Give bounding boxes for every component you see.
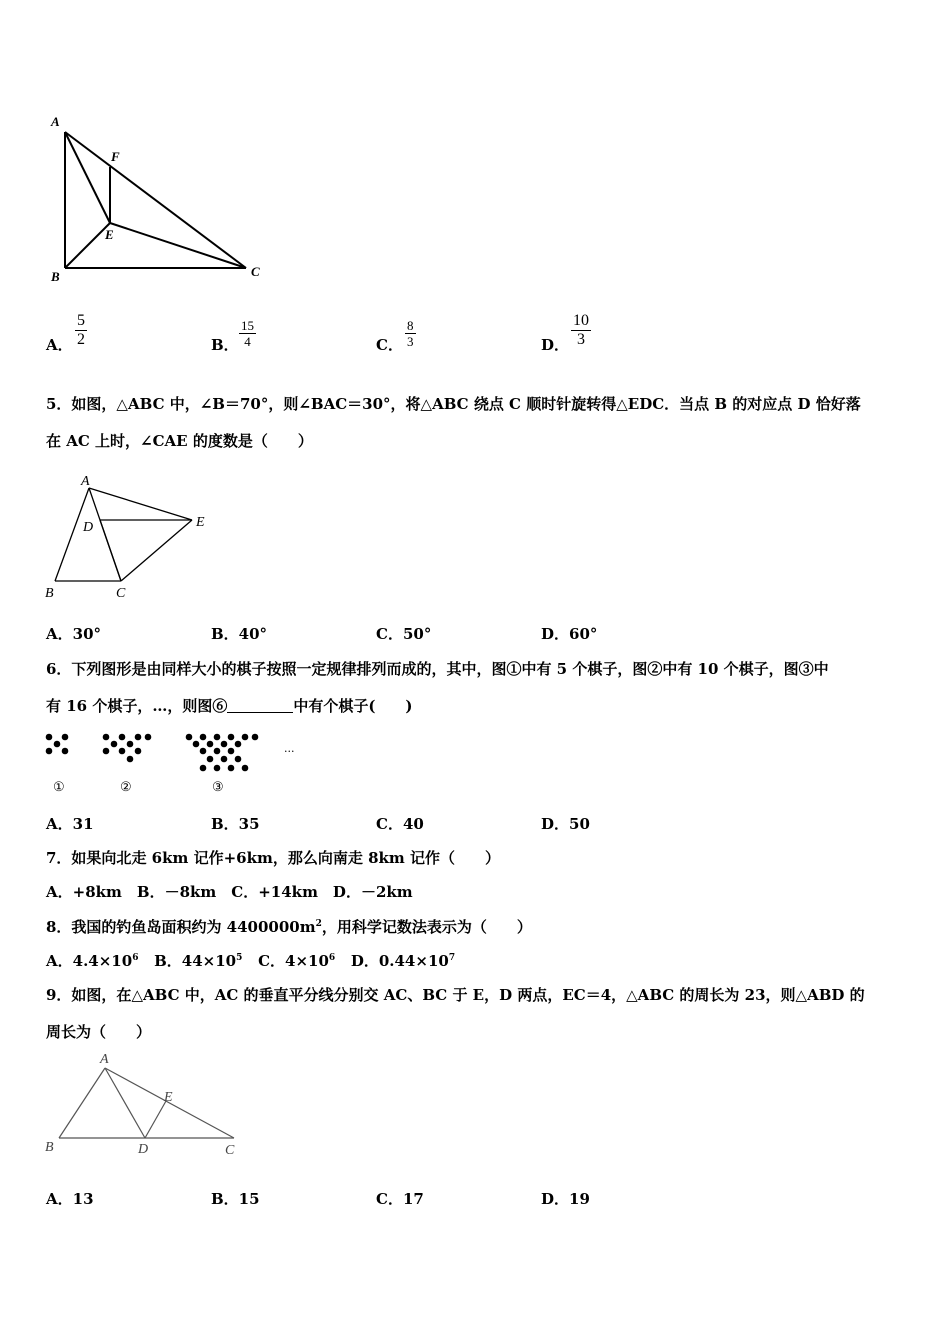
q9-figure (40, 1048, 250, 1163)
q9-label-c: C (225, 1143, 235, 1158)
q4-figure (40, 110, 280, 290)
q6-option-c: C．40 (376, 815, 424, 833)
q4-option-c-fraction: $\frac{8}{3}$ (407, 318, 414, 349)
q9-label-e: E (164, 1090, 173, 1105)
q4-option-d: D． (541, 336, 570, 354)
q4-option-a-fraction: $\frac{5}{2}$ (77, 312, 85, 348)
q4-option-d-fraction: $\frac{10}{3}$ (573, 312, 589, 348)
q9-option-b: B．15 (211, 1190, 260, 1208)
q6-figure-label-3: ③ (212, 780, 224, 795)
q4-label-a: A (51, 114, 60, 129)
q8-option-d: D．$0.44\times 10^7$ (350, 952, 456, 970)
q9-option-c: C．17 (376, 1190, 424, 1208)
q8-option-c: C．$4\times 10^6$ (258, 952, 336, 970)
q5-label-d: D (83, 520, 94, 535)
q4-label-c: C (251, 264, 260, 279)
q8-option-a: A．$4.4\times 10^6$ (46, 952, 139, 970)
q6-figure-label-1: ① (53, 780, 65, 795)
q4-option-a: A． (46, 336, 73, 354)
q6-option-d: D．50 (541, 815, 590, 833)
q6-pattern-3 (186, 734, 259, 772)
q9-option-d: D．19 (541, 1190, 590, 1208)
q7-stem: 7．如果向北走 6km 记作+6km，那么向南走 8km 记作（ ） (46, 849, 501, 867)
q6-figure (40, 728, 310, 778)
q6-stem-line1: 6．下列图形是由同样大小的棋子按照一定规律排列而成的，其中，图①中有 5 个棋子，图②中有 10 个棋子，图③中 (46, 660, 829, 678)
q8-stem: 8．我国的钓鱼岛面积约为 $4400000m^2$，用科学记数法表示为（ ） (46, 918, 532, 936)
q5-label-c: C (116, 586, 126, 601)
q9-label-a: A (100, 1052, 109, 1067)
q6-option-b: B．35 (211, 815, 260, 833)
q6-answer-blank (227, 698, 293, 713)
q6-ellipsis: ... (284, 742, 295, 755)
q9-option-a: A．13 (46, 1190, 94, 1208)
q9-stem-line2: 周长为（ ） (46, 1023, 152, 1041)
q4-option-b: B． (211, 336, 239, 354)
q9-label-d: D (138, 1142, 149, 1157)
q8-options (46, 951, 455, 971)
q5-stem-line1: 5．如图，△ABC 中，∠B＝70°，则∠BAC＝30°，将△ABC 绕点 C 顺时针旋转得△EDC．当点 B 的对应点 D 恰好落 (46, 395, 861, 413)
q6-stem-line2-b: 中有个棋子( ) (293, 697, 413, 715)
q8-option-b: B．$44\times 10^5$ (154, 952, 243, 970)
q5-label-b: B (45, 586, 54, 601)
q5-figure (40, 470, 230, 605)
q6-figure-label-2: ② (120, 780, 132, 795)
q6-option-a: A．31 (46, 815, 94, 833)
q6-stem-line2 (46, 696, 413, 716)
q4-label-b: B (51, 269, 60, 284)
q9-stem-line1: 9．如图，在△ABC 中，AC 的垂直平分线分别交 AC、BC 于 E，D 两点，EC＝4，△ABC 的周长为 23，则△ABD 的 (46, 986, 865, 1004)
q5-option-b: B．40° (211, 625, 268, 643)
q5-option-a: A．30° (46, 625, 102, 643)
q9-label-b: B (45, 1140, 54, 1155)
q5-option-d: D．60° (541, 625, 598, 643)
q5-option-c: C．50° (376, 625, 432, 643)
q4-option-c: C． (376, 336, 403, 354)
q4-label-f: F (111, 149, 120, 164)
q6-pattern-2 (103, 734, 152, 763)
q6-pattern-1 (46, 734, 69, 755)
q6-stem-line2-a: 有 16 个棋子，…，则图⑥ (46, 697, 228, 715)
q4-label-e: E (105, 227, 114, 242)
q7-options: A．+8km B．－8km C．+14km D．－2km (46, 883, 413, 901)
q4-option-b-fraction: $\frac{15}{4}$ (241, 318, 254, 349)
q5-label-e: E (196, 515, 205, 530)
q5-stem-line2: 在 AC 上时，∠CAE 的度数是（ ） (46, 432, 313, 450)
q5-label-a: A (81, 474, 90, 489)
